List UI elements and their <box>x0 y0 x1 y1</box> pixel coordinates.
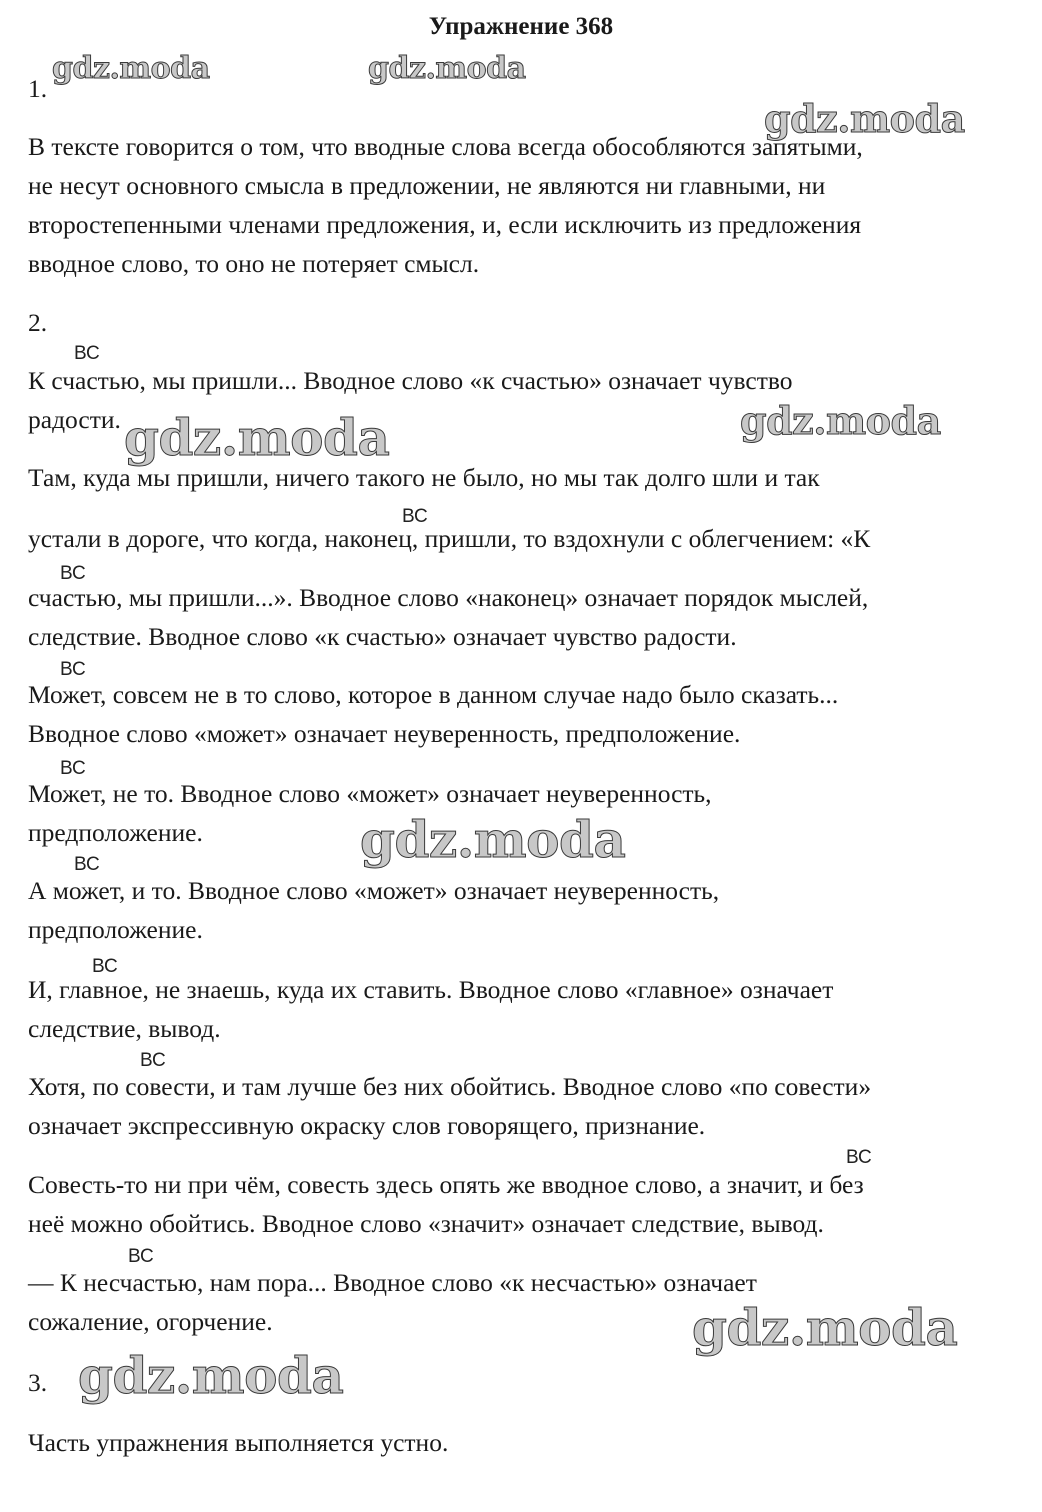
introductory-word-marker: ВС <box>140 1050 166 1071</box>
text-line: Может, совсем не в то слово, которое в данном случае надо было сказать... <box>28 680 839 709</box>
text-line: предположение. <box>28 818 203 847</box>
section-number: 2. <box>28 308 48 337</box>
text-line: Часть упражнения выполняется устно. <box>28 1428 449 1457</box>
text-line: сожаление, огорчение. <box>28 1307 273 1336</box>
text-line: устали в дороге, что когда, наконец, пришли, то вздохнули с облегчением: «К <box>28 524 871 553</box>
text-line: К счастью, мы пришли... Вводное слово «к счастью» означает чувство <box>28 366 793 395</box>
text-line: следствие, вывод. <box>28 1014 221 1043</box>
text-line: — К несчастью, нам пора... Вводное слово «к несчастью» означает <box>28 1268 757 1297</box>
introductory-word-marker: ВС <box>60 563 86 584</box>
section-number: 3. <box>28 1368 48 1397</box>
watermark: gdz.moda <box>740 398 941 443</box>
text-line: Совесть-то ни при чём, совесть здесь опять же вводное слово, а значит, и без <box>28 1170 864 1199</box>
introductory-word-marker: ВС <box>128 1246 154 1267</box>
watermark: gdz.moda <box>692 1298 958 1357</box>
watermark: gdz.moda <box>368 51 526 86</box>
watermark: gdz.moda <box>124 408 390 467</box>
watermark: gdz.moda <box>360 810 626 869</box>
watermark: gdz.moda <box>52 51 210 86</box>
text-line: счастью, мы пришли...». Вводное слово «наконец» означает порядок мыслей, <box>28 583 869 612</box>
text-line: Хотя, по совести, и там лучше без них обойтись. Вводное слово «по совести» <box>28 1072 872 1101</box>
text-line: радости. <box>28 405 121 434</box>
text-line: следствие. Вводное слово «к счастью» означает чувство радости. <box>28 622 737 651</box>
text-line: А может, и то. Вводное слово «может» означает неуверенность, <box>28 876 720 905</box>
watermark: gdz.moda <box>764 96 965 141</box>
text-line: означает экспрессивную окраску слов говорящего, признание. <box>28 1111 706 1140</box>
introductory-word-marker: ВС <box>60 758 86 779</box>
section-number: 1. <box>28 74 48 103</box>
text-line: не несут основного смысла в предложении, не являются ни главными, ни <box>28 171 826 200</box>
text-line: неё можно обойтись. Вводное слово «значит» означает следствие, вывод. <box>28 1209 824 1238</box>
text-line: Вводное слово «может» означает неуверенность, предположение. <box>28 719 741 748</box>
text-line: вводное слово, то оно не потеряет смысл. <box>28 249 480 278</box>
introductory-word-marker: ВС <box>74 343 100 364</box>
text-line: Может, не то. Вводное слово «может» означает неуверенность, <box>28 779 712 808</box>
introductory-word-marker: ВС <box>60 659 86 680</box>
introductory-word-marker: ВС <box>74 854 100 875</box>
text-line: второстепенными членами предложения, и, если исключить из предложения <box>28 210 862 239</box>
text-line: И, главное, не знаешь, куда их ставить. Вводное слово «главное» означает <box>28 975 834 1004</box>
page-title: Упражнение 368 <box>428 13 614 40</box>
text-line: Там, куда мы пришли, ничего такого не было, но мы так долго шли и так <box>28 463 820 492</box>
text-line: В тексте говорится о том, что вводные слова всегда обособляются запятыми, <box>28 132 863 161</box>
introductory-word-marker: ВС <box>92 956 118 977</box>
text-line: предположение. <box>28 915 203 944</box>
watermark: gdz.moda <box>78 1346 344 1405</box>
introductory-word-marker: ВС <box>402 506 428 527</box>
introductory-word-marker: ВС <box>846 1147 872 1168</box>
